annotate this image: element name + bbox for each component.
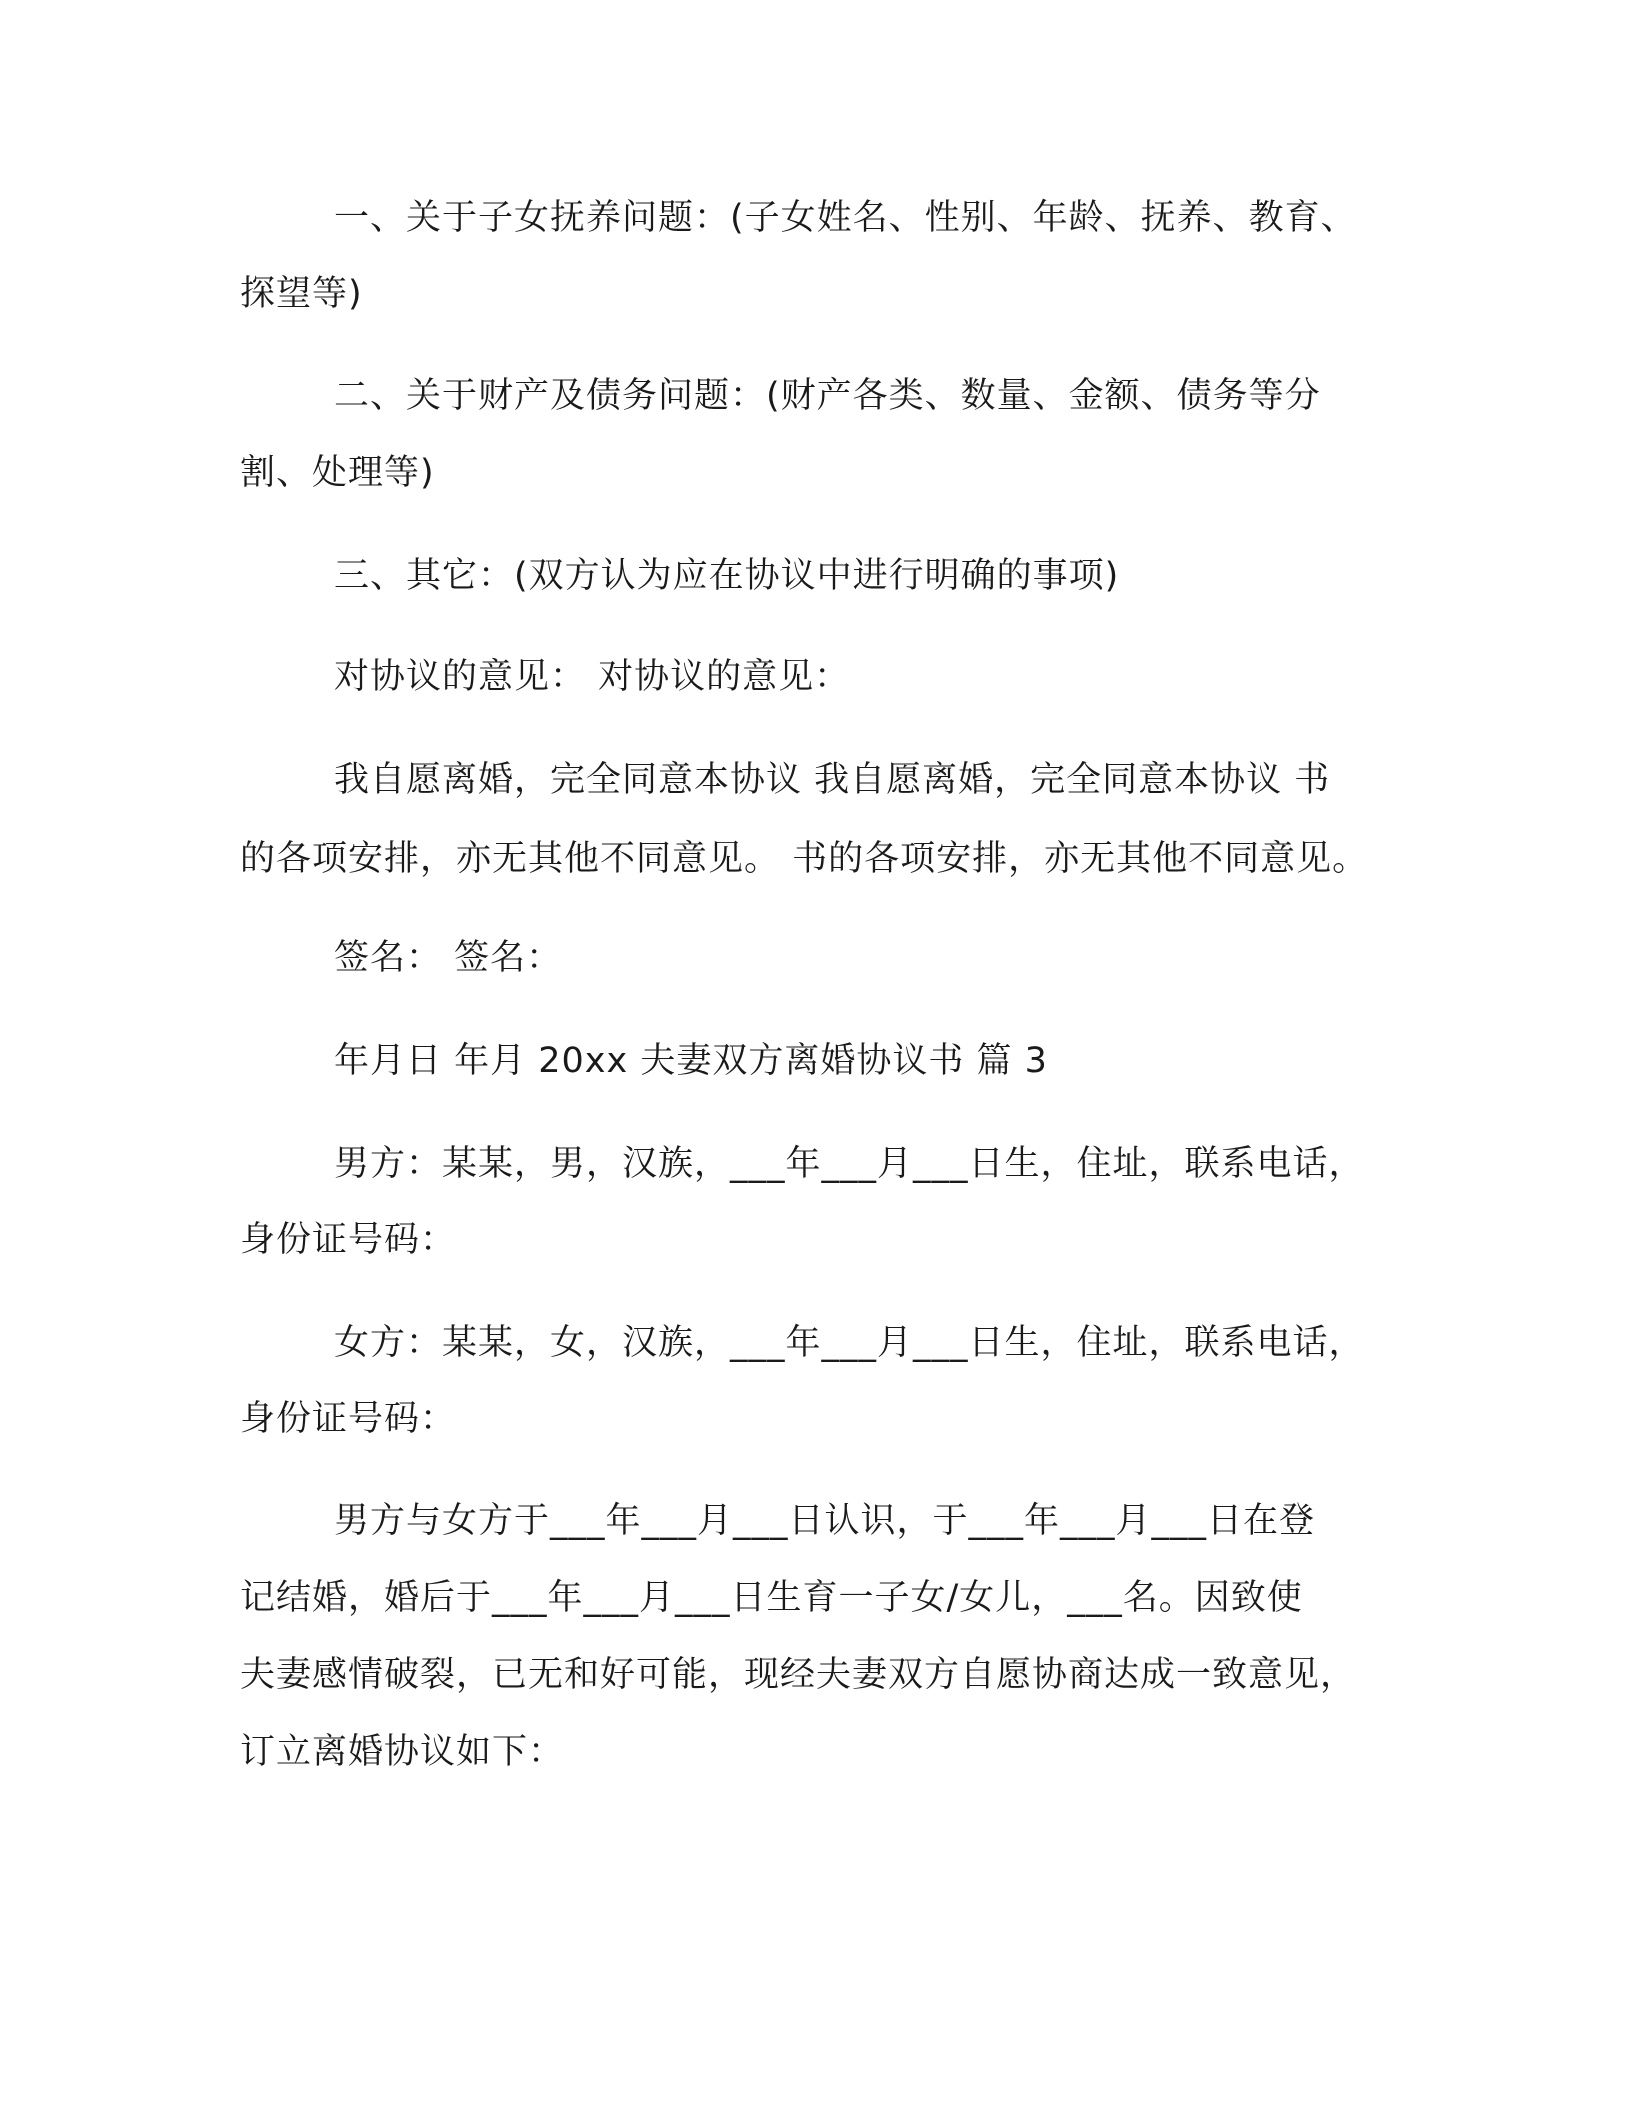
background-line-3: 夫妻感情破裂，已无和好可能，现经夫妻双方自愿协商达成一致意见， <box>240 1655 1357 1695</box>
clause-1-line-2: 探望等) <box>240 274 363 314</box>
female-party-line-2: 身份证号码： <box>240 1399 457 1439</box>
opinion-heading: 对协议的意见： 对协议的意见： <box>334 657 851 697</box>
background-line-2: 记结婚，婚后于___年___月___日生育一子女/女儿，___名。因致使 <box>240 1578 1303 1618</box>
consent-line-2: 的各项安排，亦无其他不同意见。 书的各项安排，亦无其他不同意见。 <box>240 839 1369 879</box>
male-party-line-1: 男方：某某，男，汉族，___年___月___日生，住址，联系电话， <box>334 1144 1365 1184</box>
background-line-4: 订立离婚协议如下： <box>240 1732 565 1772</box>
background-line-1: 男方与女方于___年___月___日认识，于___年___月___日在登 <box>334 1501 1316 1541</box>
clause-2-line-1: 二、关于财产及债务问题：(财产各类、数量、金额、债务等分 <box>334 376 1321 416</box>
consent-line-1: 我自愿离婚，完全同意本协议 我自愿离婚，完全同意本协议 书 <box>334 760 1331 800</box>
signature-line: 签名： 签名： <box>334 938 563 978</box>
clause-2-line-2: 割、处理等) <box>240 453 435 493</box>
date-title-line: 年月日 年月 20xx 夫妻双方离婚协议书 篇 3 <box>334 1041 1048 1081</box>
male-party-line-2: 身份证号码： <box>240 1220 457 1260</box>
female-party-line-1: 女方：某某，女，汉族，___年___月___日生，住址，联系电话， <box>334 1323 1365 1363</box>
clause-3-line: 三、其它：(双方认为应在协议中进行明确的事项) <box>334 556 1120 596</box>
clause-1-line-1: 一、关于子女抚养问题：(子女姓名、性别、年龄、抚养、教育、 <box>334 198 1357 238</box>
